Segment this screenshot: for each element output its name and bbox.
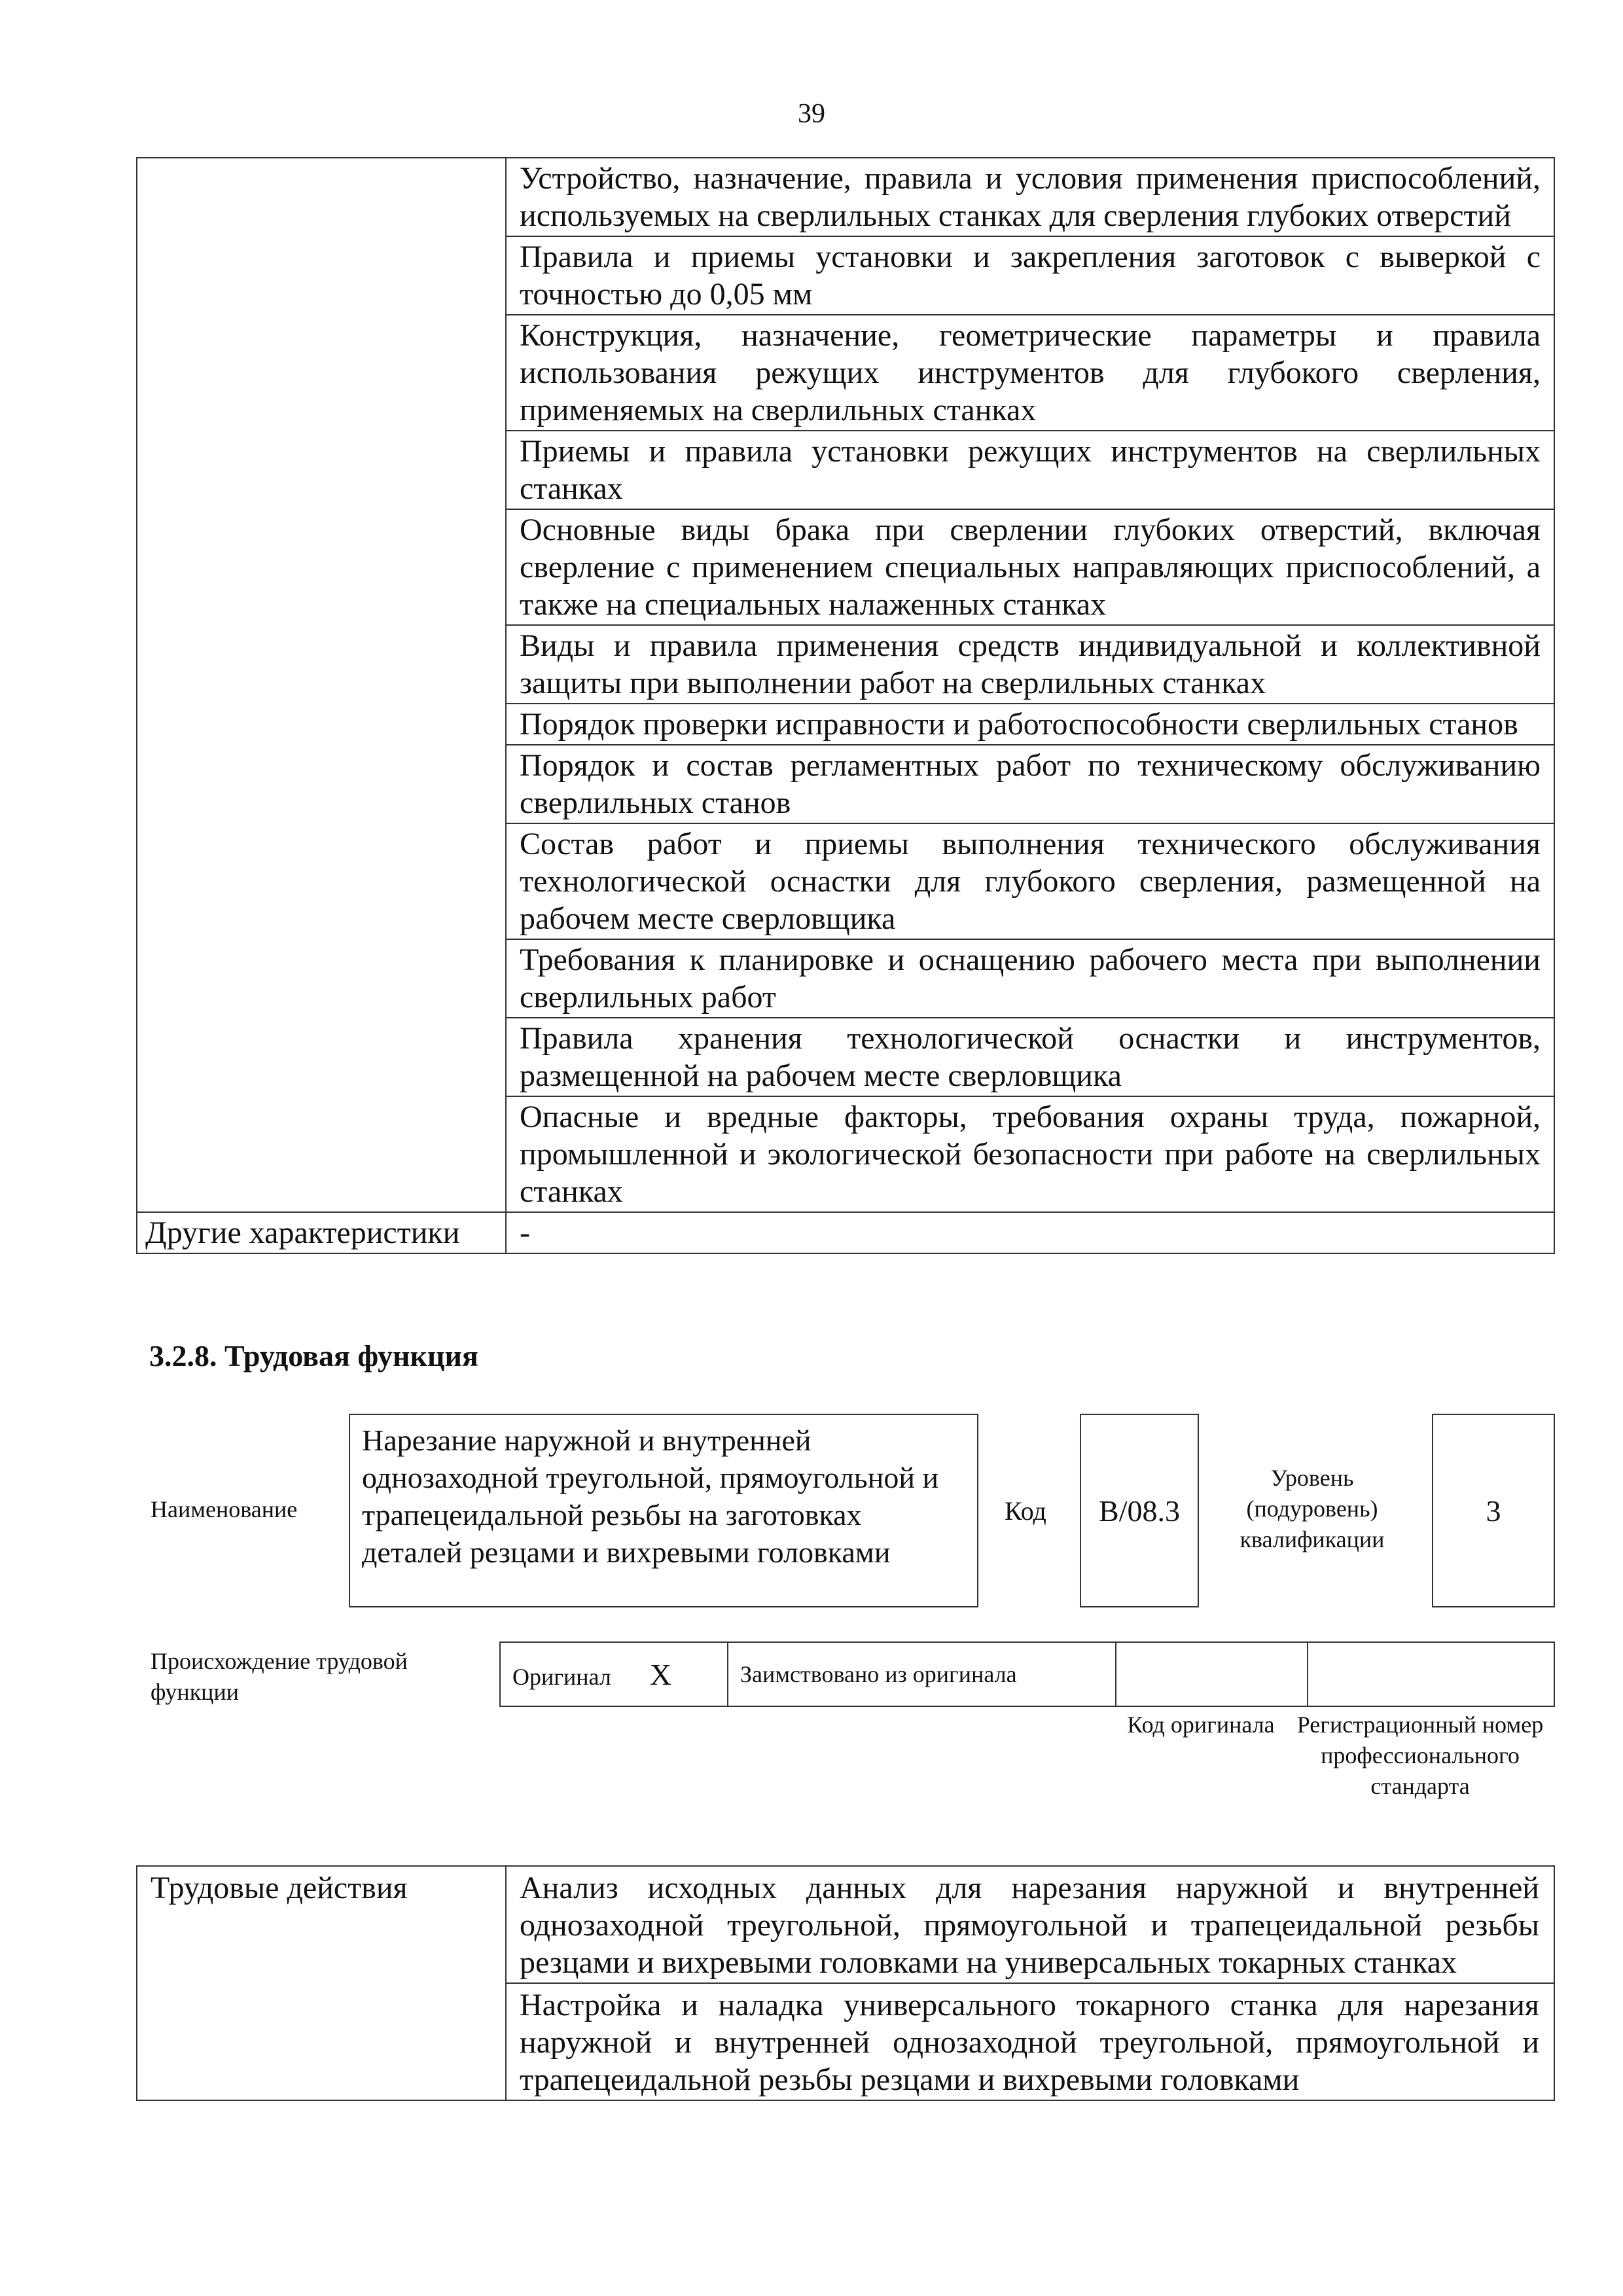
knowledge-item: Правила хранения технологической оснастки и инструментов, размещенной на рабочем месте сверловщика (506, 1018, 1554, 1096)
table-row (137, 1212, 1554, 1253)
knowledge-item: Виды и правила применения средств индивидуальной и коллективной защиты при выполнении работ на сверлильных станках (506, 625, 1554, 704)
name-label: Наименование (151, 1496, 298, 1522)
original-cell (500, 1642, 728, 1706)
origin-table (499, 1641, 1555, 1707)
knowledge-item: Порядок и состав регламентных работ по техническому обслуживанию сверлильных станов (506, 745, 1554, 823)
knowledge-item: Устройство, назначение, правила и условия применения приспособлений, используемых на сверлильных станках для сверления глубоких отверстий (506, 158, 1554, 236)
labor-actions-label: Трудовые действия (137, 1866, 506, 2100)
original-code-cell (1116, 1642, 1308, 1706)
code-label: Код (1005, 1496, 1046, 1526)
function-code-box: B/08.3 (1080, 1414, 1199, 1607)
borrowed-cell (728, 1642, 1116, 1706)
knowledge-item: Конструкция, назначение, геометрические параметры и правила использования режущих инструментов для глубокого сверления, применяемых на сверлильных станках (506, 315, 1554, 431)
function-name-box: Нарезание наружной и внутренней однозаходной треугольной, прямоугольной и трапецеидальной резьбы на заготовках деталей резцами и вихревыми головками (349, 1414, 978, 1607)
knowledge-item: Требования к планировке и оснащению рабочего места при выполнении сверлильных работ (506, 939, 1554, 1018)
level-value-box: 3 (1432, 1414, 1555, 1607)
original-label: Оригинал (512, 1663, 611, 1690)
labor-action-item: Настройка и наладка универсального токарного станка для нарезания наружной и внутренней однозаходной треугольной, прямоугольной и трапецеидальной резьбы резцами и вихревыми головками (506, 1983, 1554, 2100)
page-number: 39 (798, 99, 825, 129)
level-label: Уровень (подуровень) квалификации (1240, 1465, 1385, 1552)
original-code-caption: Код оригинала (1127, 1712, 1275, 1738)
knowledge-label-cell (137, 158, 506, 1212)
knowledge-item: Порядок проверки исправности и работоспособности сверлильных станов (506, 704, 1554, 745)
knowledge-item: Приемы и правила установки режущих инструментов на сверлильных станках (506, 431, 1554, 509)
knowledge-item: Правила и приемы установки и закрепления заготовок с выверкой с точностью до 0,05 мм (506, 236, 1554, 315)
other-characteristics-value: - (506, 1212, 1554, 1253)
original-mark: X (649, 1657, 672, 1691)
knowledge-table (136, 157, 1555, 1254)
table-row (137, 158, 1554, 236)
registration-number-cell (1308, 1642, 1554, 1706)
section-title: 3.2.8. Трудовая функция (149, 1339, 478, 1372)
labor-action-item: Анализ исходных данных для нарезания наружной и внутренней однозаходной треугольной, прямоугольной и трапецеидальной резьбы резцами и вихревыми головками на универсальных токарных станках (506, 1866, 1554, 1983)
knowledge-item: Состав работ и приемы выполнения технического обслуживания технологической оснастки для глубокого сверления, размещенной на рабочем месте сверловщика (506, 823, 1554, 939)
table-row (137, 1866, 1554, 1983)
knowledge-item: Опасные и вредные факторы, требования охраны труда, пожарной, промышленной и экологической безопасности при работе на сверлильных станках (506, 1096, 1554, 1212)
other-characteristics-label: Другие характеристики (137, 1212, 506, 1253)
registration-number-caption: Регистрационный номер профессионального стандарта (1296, 1712, 1544, 1799)
labor-actions-table (136, 1865, 1555, 2101)
borrowed-label: Заимствовано из оригинала (740, 1661, 1017, 1687)
origin-label: Происхождение трудовой функции (151, 1648, 408, 1705)
knowledge-item: Основные виды брака при сверлении глубоких отверстий, включая сверление с применением специальных направляющих приспособлений, а также на специальных налаженных станках (506, 509, 1554, 625)
table-row (500, 1642, 1554, 1706)
